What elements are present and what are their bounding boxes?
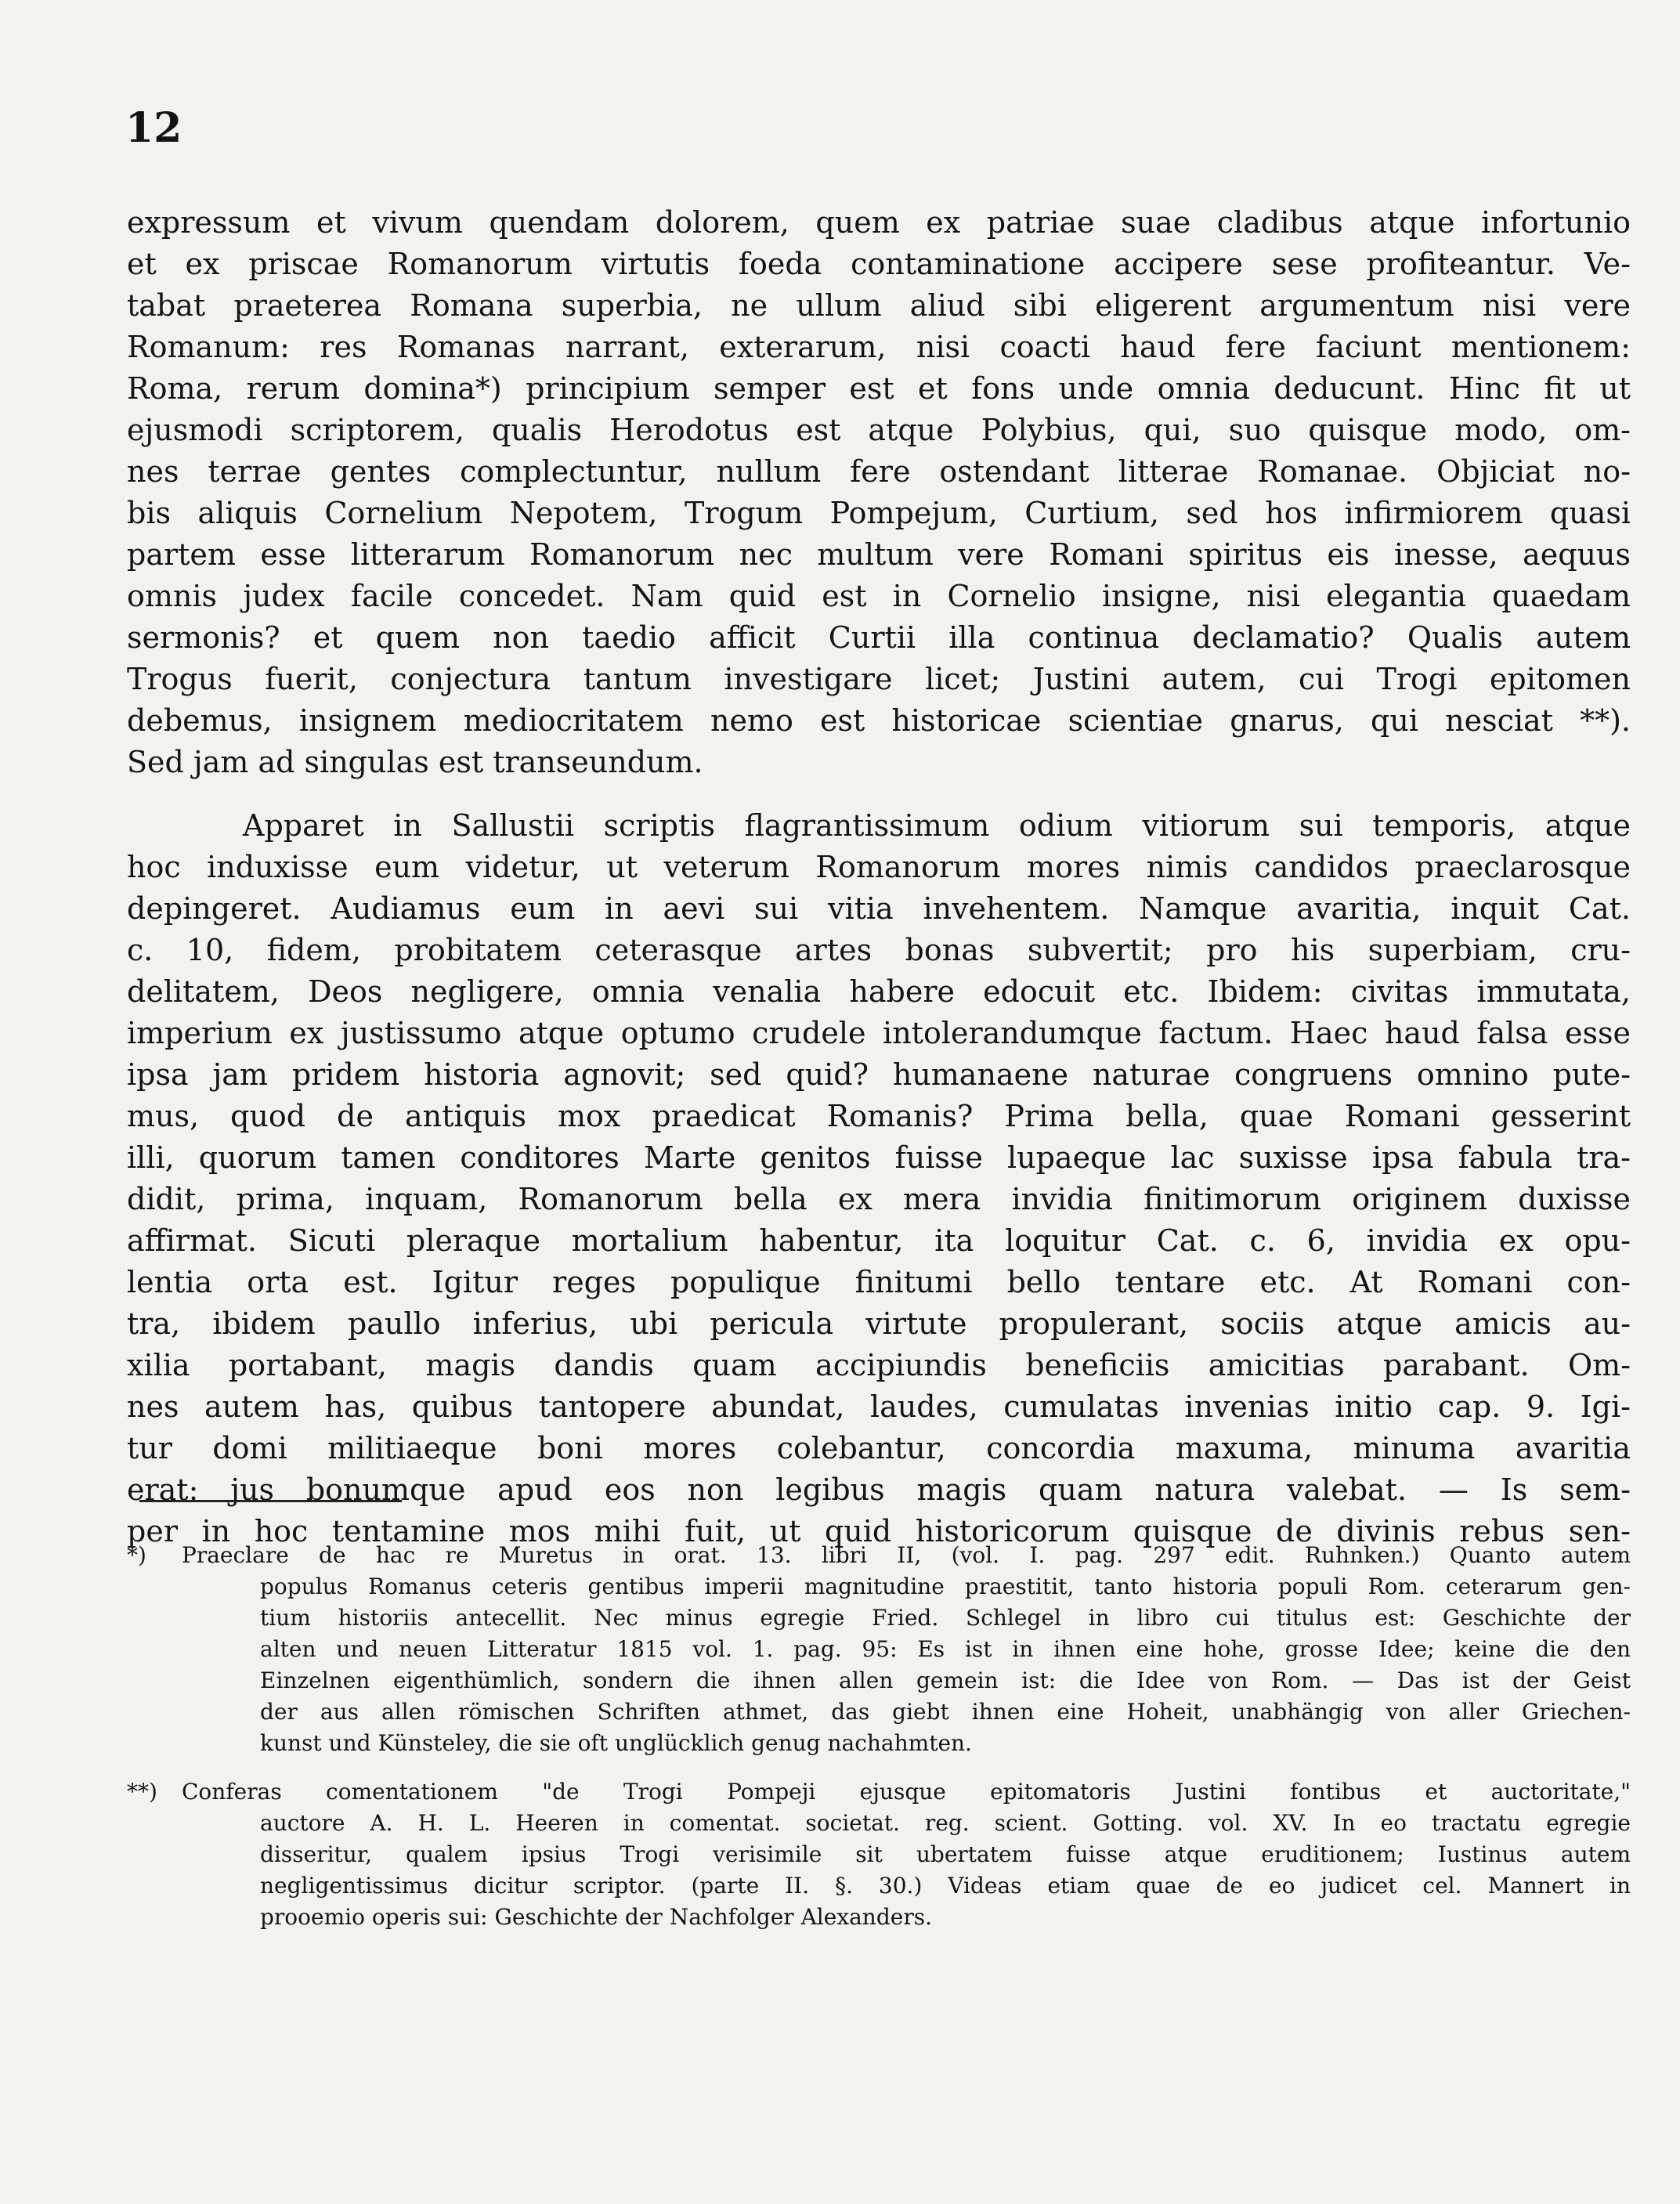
text-line: depingeret. Audiamus eum in aevi sui vitia invehentem. Namque avaritia, inquit Cat. (127, 891, 1631, 926)
footnote-line: populus Romanus ceteris gentibus imperii magnitudine praestitit, tanto historia populi Rom. ceterarum gen- (260, 1574, 1631, 1599)
text-line: omnis judex facile concedet. Nam quid est in Cornelio insigne, nisi elegantia quaedam (127, 579, 1631, 613)
text-line: debemus, insignem mediocritatem nemo est historicae scientiae gnarus, qui nesciat **). (127, 703, 1631, 738)
text-line: xilia portabant, magis dandis quam accipiundis beneficiis amicitias parabant. Om- (127, 1348, 1631, 1382)
text-line: nes autem has, quibus tantopere abundat, laudes, cumulatas invenias initio cap. 9. Igi- (127, 1389, 1631, 1424)
text-line: Trogus fuerit, conjectura tantum investigare licet; Justini autem, cui Trogi epitomen (127, 662, 1631, 696)
footnote-line: kunst und Künsteley, die sie oft unglücklich genug nachahmten. (260, 1730, 972, 1756)
text-line: Roma, rerum domina*) principium semper est et fons unde omnia deducunt. Hinc fit ut (127, 371, 1631, 406)
footnote-2 (127, 1776, 1631, 1933)
text-line: Sed jam ad singulas est transeundum. (127, 745, 703, 779)
text-line: delitatem, Deos negligere, omnia venalia habere edocuit etc. Ibidem: civitas immutata, (127, 974, 1631, 1009)
footnote-line: Einzelnen eigenthümlich, sondern die ihnen allen gemein ist: die Idee von Rom. — Das ist der Geist (260, 1667, 1631, 1693)
footnote-divider (139, 1500, 402, 1502)
paragraph-break (127, 783, 1631, 805)
footnote-line: tium historiis antecellit. Nec minus egregie Fried. Schlegel in libro cui titulus est: Geschichte der (260, 1605, 1631, 1631)
text-line: hoc induxisse eum videtur, ut veterum Romanorum mores nimis candidos praeclarosque (127, 850, 1631, 884)
footnote-line (127, 1540, 1631, 1571)
footnote-line: der aus allen römischen Schriften athmet, das giebt ihnen eine Hoheit, unabhängig von aller Griechen- (260, 1699, 1631, 1725)
text-line: mus, quod de antiquis mox praedicat Romanis? Prima bella, quae Romani gesserint (127, 1099, 1631, 1133)
footnote-text: Conferas comentationem "de Trogi Pompeji ejusque epitomatoris Justini fontibus et auctoritate," (182, 1779, 1631, 1805)
text-line: illi, quorum tamen conditores Marte genitos fuisse lupaeque lac suxisse ipsa fabula tra- (127, 1140, 1631, 1175)
text-line: partem esse litterarum Romanorum nec multum vere Romani spiritus eis inesse, aequus (127, 537, 1631, 572)
page-number: 12 (125, 104, 182, 152)
text-line: Apparet in Sallustii scriptis flagrantissimum odium vitiorum sui temporis, atque (243, 808, 1631, 843)
main-text (127, 202, 1631, 1552)
text-line: expressum et vivum quendam dolorem, quem ex patriae suae cladibus atque infortunio (127, 205, 1631, 240)
footnote-line: alten und neuen Litteratur 1815 vol. 1. pag. 95: Es ist in ihnen eine hohe, grosse Idee; keine die den (260, 1636, 1631, 1662)
footnote-text: Praeclare de hac re Muretus in orat. 13. libri II, (vol. I. pag. 297 edit. Ruhnken.) Quanto autem (182, 1542, 1631, 1568)
text-line: tabat praeterea Romana superbia, ne ullum aliud sibi eligerent argumentum nisi vere (127, 288, 1631, 323)
text-line: sermonis? et quem non taedio afficit Curtii illa continua declamatio? Qualis autem (127, 620, 1631, 655)
text-line: ejusmodi scriptorem, qualis Herodotus est atque Polybius, qui, suo quisque modo, om- (127, 413, 1631, 447)
footnote-line: negligentissimus dicitur scriptor. (parte II. §. 30.) Videas etiam quae de eo judicet cel. Mannert in (260, 1873, 1631, 1899)
text-line: didit, prima, inquam, Romanorum bella ex mera invidia finitimorum originem duxisse (127, 1182, 1631, 1216)
text-line: nes terrae gentes complectuntur, nullum fere ostendant litterae Romanae. Objiciat no- (127, 454, 1631, 489)
footnote-line (127, 1776, 1631, 1808)
footnote-mark: **) (127, 1779, 157, 1805)
text-line: tra, ibidem paullo inferius, ubi pericula virtute propulerant, sociis atque amicis au- (127, 1306, 1631, 1341)
footnote-1 (127, 1540, 1631, 1759)
text-line: et ex priscae Romanorum virtutis foeda contaminatione accipere sese profiteantur. Ve- (127, 247, 1631, 281)
text-line: imperium ex justissumo atque optumo crudele intolerandumque factum. Haec haud falsa esse (127, 1016, 1631, 1050)
text-line: lentia orta est. Igitur reges populique finitumi bello tentare etc. At Romani con- (127, 1265, 1631, 1299)
text-line: erat: jus bonumque apud eos non legibus magis quam natura valebat. — Is sem- (127, 1472, 1631, 1507)
footnote-line: disseritur, qualem ipsius Trogi verisimile sit ubertatem fuisse atque eruditionem; Iustinus autem (260, 1841, 1631, 1867)
text-line: Romanum: res Romanas narrant, exterarum, nisi coacti haud fere faciunt mentionem: (127, 330, 1631, 364)
text-line: ipsa jam pridem historia agnovit; sed quid? humanaene naturae congruens omnino pute- (127, 1057, 1631, 1092)
footnote-line: prooemio operis sui: Geschichte der Nachfolger Alexanders. (260, 1904, 932, 1930)
footnote-mark: *) (127, 1542, 146, 1568)
text-line: c. 10, fidem, probitatem ceterasque artes bonas subvertit; pro his superbiam, cru- (127, 933, 1631, 967)
text-line: per in hoc tentamine mos mihi fuit, ut quid historicorum quisque de divinis rebus sen- (127, 1514, 1631, 1548)
text-line: tur domi militiaeque boni mores colebantur, concordia maxuma, minuma avaritia (127, 1431, 1631, 1465)
footnote-line: auctore A. H. L. Heeren in comentat. societat. reg. scient. Gotting. vol. XV. In eo tractatu egregie (260, 1810, 1631, 1836)
text-line: bis aliquis Cornelium Nepotem, Trogum Pompejum, Curtium, sed hos infirmiorem quasi (127, 496, 1631, 530)
text-line: affirmat. Sicuti pleraque mortalium habentur, ita loquitur Cat. c. 6, invidia ex opu- (127, 1223, 1631, 1258)
